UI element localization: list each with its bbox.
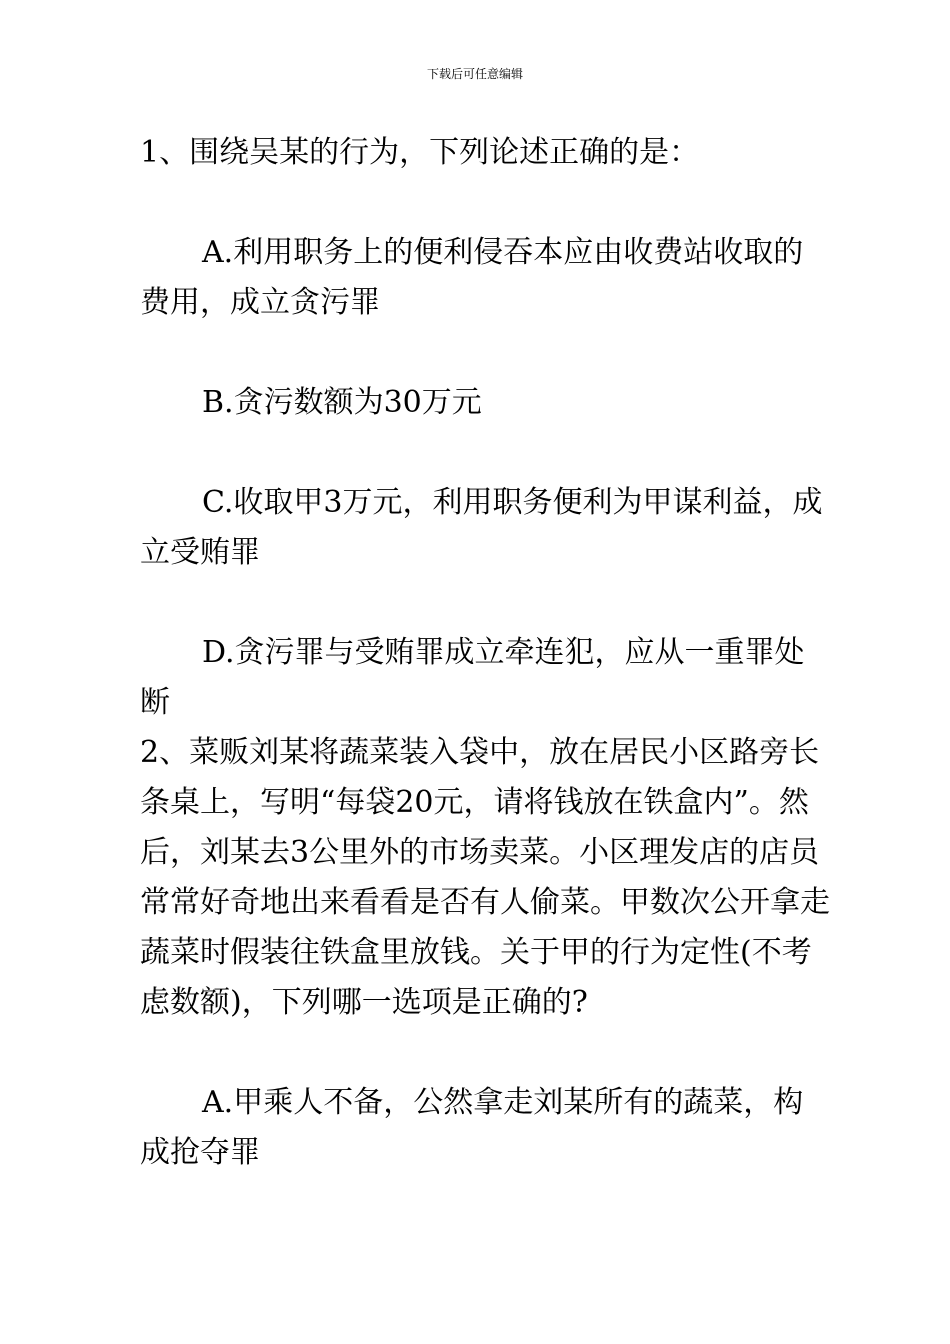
question-2-stem: 2、菜贩刘某将蔬菜装入袋中，放在居民小区路旁长条桌上，写明“每袋20元，请将钱放在铁盒内”。然后，刘某去3公里外的市场卖菜。小区理发店的店员常常好奇地出来看看是否有人偷菜。甲数次公开拿走蔬菜时假装往铁盒里放钱。关于甲的行为定性(不考虑数额)，下列哪一选项是正确的?: [140, 735, 830, 1020]
spacer: [140, 578, 830, 628]
spacer: [140, 328, 830, 378]
question-1-option-d: D.贪污罪与受贿罪成立牵连犯，应从一重罪处断: [140, 635, 805, 720]
question-1-option-c: C.收取甲3万元，利用职务便利为甲谋利益，成立受贿罪: [140, 485, 823, 570]
spacer: [140, 178, 830, 228]
question-2-option-a: A.甲乘人不备，公然拿走刘某所有的蔬菜，构成抢夺罪: [140, 1085, 804, 1170]
question-1-option-a: A.利用职务上的便利侵吞本应由收费站收取的费用，成立贪污罪: [140, 235, 804, 320]
spacer: [140, 1028, 830, 1078]
question-1-stem: 1、围绕吴某的行为，下列论述正确的是：: [140, 135, 700, 170]
question-1-option-b: B.贪污数额为30万元: [202, 385, 482, 420]
document-body: [140, 128, 830, 1178]
spacer: [140, 428, 830, 478]
page-header: 下载后可任意编辑: [426, 67, 523, 81]
